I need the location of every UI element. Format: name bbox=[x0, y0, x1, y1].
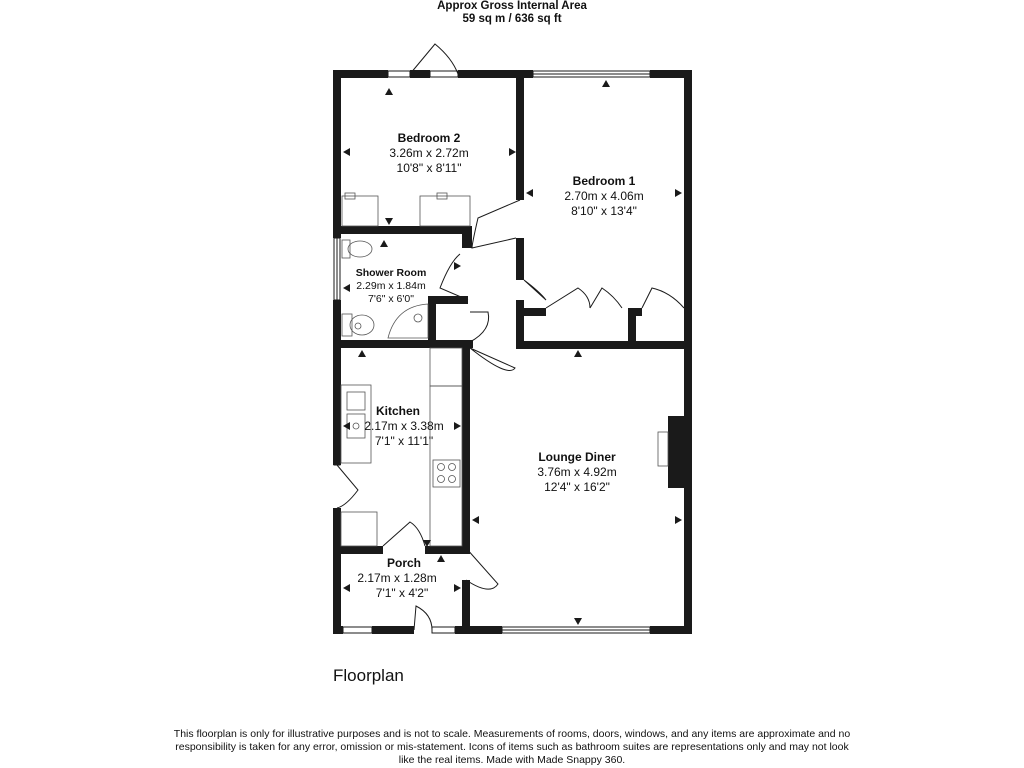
kitchen-imperial: 7'1" x 11'1" bbox=[374, 434, 434, 448]
bedroom1-name: Bedroom 1 bbox=[572, 174, 636, 188]
lounge-imperial: 12'4" x 16'2" bbox=[544, 480, 610, 494]
porch-metric: 2.17m x 1.28m bbox=[357, 571, 437, 585]
area-size: 59 sq m / 636 sq ft bbox=[462, 13, 562, 25]
porch-imperial: 7'1" x 4'2" bbox=[375, 586, 429, 600]
lounge-name: Lounge Diner bbox=[538, 450, 616, 464]
toilet-icon bbox=[342, 240, 372, 258]
disclaimer-text: This floorplan is only for illustrative purposes and is not to scale. Measurements of rooms, doors, windows, and any items are approximate and no responsibility is taken for any error, omission or mis-statement. Icons of items such as bathroom suites are representations only and may not look like the real items. Made with Made Snappy 360. bbox=[173, 728, 851, 766]
walls bbox=[333, 70, 692, 634]
porch-name: Porch bbox=[386, 556, 422, 570]
shower-metric: 2.29m x 1.84m bbox=[356, 280, 426, 292]
dimension-arrows bbox=[343, 80, 682, 625]
sink-icon bbox=[347, 392, 365, 438]
bedroom1-metric: 2.70m x 4.06m bbox=[564, 189, 644, 203]
shower-name: Shower Room bbox=[355, 267, 427, 279]
bedroom2-metric: 3.26m x 2.72m bbox=[389, 146, 469, 160]
basin-icon bbox=[342, 314, 374, 336]
lounge-metric: 3.76m x 4.92m bbox=[537, 465, 617, 479]
hob-icon bbox=[433, 460, 460, 487]
kitchen-metric: 2.17m x 3.38m bbox=[364, 419, 444, 433]
bedroom2-name: Bedroom 2 bbox=[397, 131, 461, 145]
area-title: Approx Gross Internal Area bbox=[437, 0, 587, 12]
floorplan-caption: Floorplan bbox=[333, 666, 404, 685]
bedroom1-imperial: 8'10" x 13'4" bbox=[571, 204, 637, 218]
room-labels bbox=[356, 131, 644, 600]
bedroom2-imperial: 10'8" x 8'11" bbox=[396, 161, 462, 175]
shower-imperial: 7'6" x 6'0" bbox=[368, 293, 414, 305]
kitchen-name: Kitchen bbox=[375, 404, 421, 418]
shower-tray-icon bbox=[388, 304, 428, 338]
